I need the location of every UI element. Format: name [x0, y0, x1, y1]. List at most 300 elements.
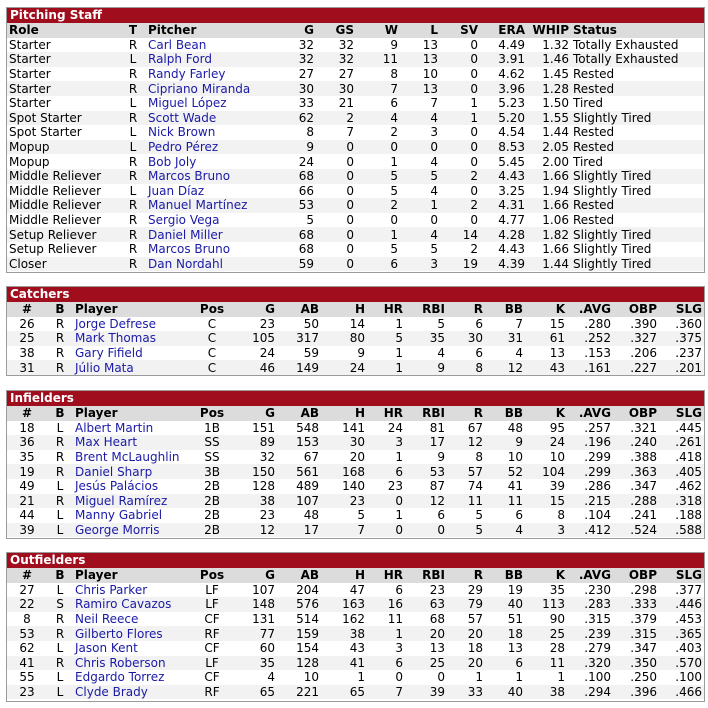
pitching-cell-gs: 32 — [316, 38, 356, 53]
infielders-col-avg[interactable]: .AVG — [567, 406, 613, 421]
pitching-col-sv[interactable]: SV — [440, 23, 480, 38]
outfielders-cell-g: 60 — [235, 641, 277, 656]
pitching-cell-status: Slightly Tired — [571, 169, 704, 184]
catchers-cell-r: 30 — [447, 331, 485, 346]
player-link[interactable]: Cipriano Miranda — [148, 81, 251, 96]
outfielders-cell-h: 38 — [321, 626, 367, 641]
pitching-cell-w: 8 — [356, 67, 400, 82]
outfielders-col-slg[interactable]: SLG — [659, 568, 704, 583]
outfielders-cell-obp: .350 — [613, 656, 659, 671]
catchers-cell-g: 46 — [235, 360, 277, 375]
catchers-col-r[interactable]: R — [447, 302, 485, 317]
infielders-col-rbi[interactable]: RBI — [405, 406, 447, 421]
pitching-cell-gs: 27 — [316, 67, 356, 82]
pitching-cell-role: Starter — [7, 67, 120, 82]
pitching-cell-l: 13 — [400, 81, 440, 96]
infielders-cell-slg: .418 — [659, 450, 704, 465]
pitching-cell-sv: 2 — [440, 242, 480, 257]
pitching-cell-t: L — [120, 96, 146, 111]
catchers-cell-slg: .237 — [659, 346, 704, 361]
infielders-col-r[interactable]: R — [447, 406, 485, 421]
pitching-cell-whip: 2.00 — [527, 154, 571, 169]
pitching-cell-w: 1 — [356, 154, 400, 169]
pitching-cell-pitcher — [146, 154, 266, 169]
infielders-col-g[interactable]: G — [235, 406, 277, 421]
player-link[interactable]: Marcos Bruno — [148, 242, 231, 257]
catchers-col-b[interactable]: B — [47, 302, 73, 317]
outfielders-col-g[interactable]: G — [235, 568, 277, 583]
pitching-cell-l: 10 — [400, 67, 440, 82]
player-link[interactable]: Ramiro Cavazos — [75, 597, 172, 612]
player-link[interactable]: Nick Brown — [148, 125, 216, 140]
player-link[interactable]: Mark Thomas — [75, 331, 156, 346]
pitching-cell-w: 0 — [356, 140, 400, 155]
player-link[interactable]: Pedro Pérez — [148, 140, 219, 155]
outfielders-cell-bb: 40 — [485, 597, 525, 612]
pitching-cell-gs: 30 — [316, 81, 356, 96]
player-link[interactable]: Clyde Brady — [75, 685, 148, 700]
pitching-cell-status: Slightly Tired — [571, 111, 704, 126]
outfielders-col-h[interactable]: H — [321, 568, 367, 583]
infielders-cell-g: 89 — [235, 435, 277, 450]
pitching-cell-whip: 1.66 — [527, 242, 571, 257]
catchers-cell-b: R — [47, 360, 73, 375]
catchers-cell-hr: 1 — [367, 317, 405, 332]
infielders-cell-player — [73, 494, 189, 509]
outfielders-cell-player — [73, 612, 189, 627]
pitching-col-w[interactable]: W — [356, 23, 400, 38]
outfielders-cell-h: 47 — [321, 583, 367, 598]
outfielders-cell-avg: .294 — [567, 685, 613, 700]
catchers-cell-h: 80 — [321, 331, 367, 346]
outfielders-cell-r: 18 — [447, 641, 485, 656]
catchers-col-pos[interactable]: Pos — [189, 302, 235, 317]
pitching-cell-g: 59 — [266, 257, 316, 272]
infielders-row — [7, 479, 704, 494]
player-link[interactable]: Júlio Mata — [75, 360, 134, 375]
pitching-cell-pitcher — [146, 111, 266, 126]
pitching-cell-pitcher — [146, 125, 266, 140]
player-link[interactable]: Albert Martin — [75, 420, 154, 435]
pitching-cell-l: 13 — [400, 52, 440, 67]
outfielders-cell-avg: .239 — [567, 626, 613, 641]
outfielders-cell-obp: .298 — [613, 583, 659, 598]
catchers-cell-k: 61 — [525, 331, 567, 346]
outfielders-col-r[interactable]: R — [447, 568, 485, 583]
pitching-cell-status: Totally Exhausted — [571, 38, 704, 53]
outfielders-cell-k: 25 — [525, 626, 567, 641]
infielders-cell-bb: 4 — [485, 523, 525, 538]
pitching-row — [7, 67, 704, 82]
infielders-cell-obp: .363 — [613, 464, 659, 479]
pitching-cell-role: Middle Reliever — [7, 169, 120, 184]
pitching-col-era[interactable]: ERA — [480, 23, 527, 38]
pitching-cell-w: 1 — [356, 227, 400, 242]
pitching-cell-era: 4.54 — [480, 125, 527, 140]
outfielders-cell-ab: 514 — [277, 612, 321, 627]
infielders-cell-slg: .318 — [659, 494, 704, 509]
pitching-cell-g: 32 — [266, 38, 316, 53]
infielders-table — [7, 406, 704, 537]
pitching-cell-era: 4.62 — [480, 67, 527, 82]
catchers-cell-b: R — [47, 331, 73, 346]
outfielders-col-rbi[interactable]: RBI — [405, 568, 447, 583]
outfielders-panel — [6, 552, 705, 702]
player-link[interactable]: Gary Fifield — [75, 346, 143, 361]
catchers-cell-bb: 4 — [485, 346, 525, 361]
outfielders-cell-ab: 128 — [277, 656, 321, 671]
infielders-cell-b: R — [47, 464, 73, 479]
outfielders-cell-pos: CF — [189, 612, 235, 627]
pitching-cell-role: Middle Reliever — [7, 198, 120, 213]
catchers-cell-obp: .390 — [613, 317, 659, 332]
catchers-cell-num: 31 — [7, 360, 47, 375]
pitching-cell-role: Mopup — [7, 154, 120, 169]
outfielders-cell-player — [73, 597, 189, 612]
pitching-cell-w: 6 — [356, 257, 400, 272]
outfielders-col-avg[interactable]: .AVG — [567, 568, 613, 583]
pitching-cell-whip: 1.50 — [527, 96, 571, 111]
pitching-cell-sv: 2 — [440, 198, 480, 213]
pitching-cell-g: 68 — [266, 242, 316, 257]
infielders-cell-obp: .288 — [613, 494, 659, 509]
catchers-cell-avg: .280 — [567, 317, 613, 332]
outfielders-cell-avg: .320 — [567, 656, 613, 671]
outfielders-cell-player — [73, 685, 189, 700]
catchers-cell-avg: .153 — [567, 346, 613, 361]
outfielders-cell-avg: .100 — [567, 670, 613, 685]
infielders-cell-r: 8 — [447, 450, 485, 465]
infielders-cell-pos: 2B — [189, 523, 235, 538]
infielders-cell-b: R — [47, 435, 73, 450]
pitching-col-gs[interactable]: GS — [316, 23, 356, 38]
outfielders-cell-slg: .377 — [659, 583, 704, 598]
pitching-col-status[interactable]: Status — [571, 23, 704, 38]
pitching-cell-sv: 19 — [440, 257, 480, 272]
outfielders-col-bb[interactable]: BB — [485, 568, 525, 583]
catchers-col-h[interactable]: H — [321, 302, 367, 317]
outfielders-col-b[interactable]: B — [47, 568, 73, 583]
infielders-row — [7, 435, 704, 450]
infielders-col-h[interactable]: H — [321, 406, 367, 421]
outfielders-cell-h: 163 — [321, 597, 367, 612]
outfielders-col-num[interactable]: # — [7, 568, 47, 583]
pitching-col-t[interactable]: T — [120, 23, 146, 38]
pitching-cell-pitcher — [146, 81, 266, 96]
catchers-col-avg[interactable]: .AVG — [567, 302, 613, 317]
pitching-cell-status: Slightly Tired — [571, 184, 704, 199]
catchers-cell-rbi: 9 — [405, 360, 447, 375]
pitching-cell-g: 68 — [266, 227, 316, 242]
outfielders-cell-g: 131 — [235, 612, 277, 627]
player-link[interactable]: Miguel López — [148, 96, 227, 111]
pitching-cell-sv: 2 — [440, 169, 480, 184]
outfielders-cell-b: R — [47, 626, 73, 641]
infielders-row — [7, 450, 704, 465]
infielders-cell-ab: 489 — [277, 479, 321, 494]
infielders-row — [7, 494, 704, 509]
outfielders-cell-h: 43 — [321, 641, 367, 656]
infielders-col-bb[interactable]: BB — [485, 406, 525, 421]
outfielders-cell-rbi: 0 — [405, 670, 447, 685]
infielders-cell-rbi: 12 — [405, 494, 447, 509]
infielders-cell-avg: .286 — [567, 479, 613, 494]
pitching-cell-g: 32 — [266, 52, 316, 67]
pitching-col-l[interactable]: L — [400, 23, 440, 38]
pitching-cell-gs: 0 — [316, 227, 356, 242]
player-link[interactable]: Carl Bean — [148, 37, 207, 52]
infielders-cell-r: 12 — [447, 435, 485, 450]
outfielders-cell-h: 41 — [321, 656, 367, 671]
infielders-cell-obp: .241 — [613, 508, 659, 523]
outfielders-col-player[interactable]: Player — [73, 568, 189, 583]
player-link[interactable]: Daniel Miller — [148, 227, 223, 242]
pitching-cell-t: R — [120, 213, 146, 228]
outfielders-cell-hr: 6 — [367, 583, 405, 598]
infielders-cell-ab: 48 — [277, 508, 321, 523]
catchers-col-player[interactable]: Player — [73, 302, 189, 317]
player-link[interactable]: Ralph Ford — [148, 52, 212, 67]
pitching-cell-l: 4 — [400, 154, 440, 169]
infielders-row — [7, 523, 704, 538]
outfielders-col-hr[interactable]: HR — [367, 568, 405, 583]
pitching-cell-w: 6 — [356, 96, 400, 111]
infielders-cell-ab: 107 — [277, 494, 321, 509]
catchers-cell-ab: 317 — [277, 331, 321, 346]
infielders-cell-num: 35 — [7, 450, 47, 465]
outfielders-cell-pos: LF — [189, 656, 235, 671]
catchers-col-num[interactable]: # — [7, 302, 47, 317]
catchers-cell-obp: .206 — [613, 346, 659, 361]
infielders-col-b[interactable]: B — [47, 406, 73, 421]
infielders-col-pos[interactable]: Pos — [189, 406, 235, 421]
player-link[interactable]: Max Heart — [75, 435, 138, 450]
infielders-cell-player — [73, 508, 189, 523]
pitching-cell-t: L — [120, 52, 146, 67]
catchers-col-rbi[interactable]: RBI — [405, 302, 447, 317]
pitching-cell-sv: 1 — [440, 111, 480, 126]
outfielders-cell-hr: 6 — [367, 656, 405, 671]
outfielders-cell-slg: .453 — [659, 612, 704, 627]
infielders-cell-slg: .588 — [659, 523, 704, 538]
infielders-cell-bb: 9 — [485, 435, 525, 450]
infielders-col-k[interactable]: K — [525, 406, 567, 421]
pitching-cell-sv: 14 — [440, 227, 480, 242]
catchers-col-bb[interactable]: BB — [485, 302, 525, 317]
outfielders-cell-rbi: 39 — [405, 685, 447, 700]
player-link[interactable]: Randy Farley — [148, 67, 226, 82]
outfielders-cell-pos: LF — [189, 583, 235, 598]
pitching-cell-w: 0 — [356, 213, 400, 228]
player-link[interactable]: Manuel Martínez — [148, 198, 248, 213]
infielders-cell-h: 7 — [321, 523, 367, 538]
pitching-cell-w: 5 — [356, 169, 400, 184]
infielders-cell-h: 141 — [321, 421, 367, 436]
infielders-cell-r: 11 — [447, 494, 485, 509]
player-link[interactable]: Sergio Vega — [148, 213, 220, 228]
player-link[interactable]: Manny Gabriel — [75, 508, 163, 523]
infielders-cell-r: 67 — [447, 421, 485, 436]
pitching-col-whip[interactable]: WHIP — [527, 23, 571, 38]
catchers-row — [7, 360, 704, 375]
infielders-cell-g: 151 — [235, 421, 277, 436]
pitching-cell-gs: 0 — [316, 184, 356, 199]
player-link[interactable]: Gilberto Flores — [75, 626, 163, 641]
pitching-cell-l: 0 — [400, 140, 440, 155]
player-link[interactable]: Edgardo Torrez — [75, 670, 165, 685]
player-link[interactable]: George Morris — [75, 523, 160, 538]
pitching-cell-era: 4.39 — [480, 257, 527, 272]
infielders-cell-rbi: 0 — [405, 523, 447, 538]
outfielders-cell-ab: 154 — [277, 641, 321, 656]
catchers-cell-bb: 12 — [485, 360, 525, 375]
catchers-cell-player — [73, 360, 189, 375]
pitching-cell-status: Slightly Tired — [571, 227, 704, 242]
catchers-title: Catchers — [7, 287, 704, 302]
infielders-cell-num: 49 — [7, 479, 47, 494]
outfielders-row — [7, 656, 704, 671]
pitching-cell-l: 4 — [400, 227, 440, 242]
infielders-col-ab[interactable]: AB — [277, 406, 321, 421]
pitching-cell-g: 62 — [266, 111, 316, 126]
player-link[interactable]: Bob Joly — [148, 154, 197, 169]
infielders-cell-player — [73, 479, 189, 494]
infielders-col-player[interactable]: Player — [73, 406, 189, 421]
infielders-col-slg[interactable]: SLG — [659, 406, 704, 421]
catchers-cell-player — [73, 317, 189, 332]
player-link[interactable]: Jorge Defrese — [75, 316, 156, 331]
outfielders-col-ab[interactable]: AB — [277, 568, 321, 583]
infielders-cell-num: 44 — [7, 508, 47, 523]
pitching-cell-t: R — [120, 67, 146, 82]
pitching-cell-pitcher — [146, 96, 266, 111]
pitching-cell-g: 30 — [266, 81, 316, 96]
pitching-cell-pitcher — [146, 257, 266, 272]
infielders-cell-obp: .347 — [613, 479, 659, 494]
outfielders-cell-hr: 3 — [367, 641, 405, 656]
infielders-cell-slg: .188 — [659, 508, 704, 523]
player-link[interactable]: Marcos Bruno — [148, 169, 231, 184]
pitching-cell-era: 4.28 — [480, 227, 527, 242]
outfielders-cell-h: 65 — [321, 685, 367, 700]
infielders-cell-hr: 1 — [367, 450, 405, 465]
catchers-table — [7, 302, 704, 375]
pitching-row — [7, 242, 704, 257]
infielders-cell-pos: 3B — [189, 464, 235, 479]
infielders-cell-bb: 11 — [485, 494, 525, 509]
infielders-col-obp[interactable]: OBP — [613, 406, 659, 421]
pitching-cell-pitcher — [146, 38, 266, 53]
pitching-cell-l: 5 — [400, 242, 440, 257]
infielders-cell-h: 168 — [321, 464, 367, 479]
pitching-cell-t: R — [120, 81, 146, 96]
pitching-row — [7, 81, 704, 96]
outfielders-cell-hr: 7 — [367, 685, 405, 700]
outfielders-row — [7, 685, 704, 700]
pitching-cell-g: 33 — [266, 96, 316, 111]
player-link[interactable]: Juan Díaz — [148, 183, 205, 198]
catchers-col-g[interactable]: G — [235, 302, 277, 317]
infielders-cell-r: 5 — [447, 508, 485, 523]
player-link[interactable]: Jason Kent — [75, 641, 138, 656]
catchers-col-ab[interactable]: AB — [277, 302, 321, 317]
catchers-cell-rbi: 4 — [405, 346, 447, 361]
outfielders-cell-obp: .333 — [613, 597, 659, 612]
infielders-cell-rbi: 6 — [405, 508, 447, 523]
player-link[interactable]: Neil Reece — [75, 612, 139, 627]
catchers-col-obp[interactable]: OBP — [613, 302, 659, 317]
infielders-cell-bb: 52 — [485, 464, 525, 479]
pitching-cell-pitcher — [146, 52, 266, 67]
pitching-row — [7, 140, 704, 155]
outfielders-cell-ab: 159 — [277, 626, 321, 641]
infielders-cell-player — [73, 450, 189, 465]
outfielders-row — [7, 670, 704, 685]
infielders-cell-k: 24 — [525, 435, 567, 450]
pitching-col-g[interactable]: G — [266, 23, 316, 38]
pitching-cell-status: Rested — [571, 213, 704, 228]
pitching-cell-status: Totally Exhausted — [571, 52, 704, 67]
infielders-cell-rbi: 81 — [405, 421, 447, 436]
outfielders-col-pos[interactable]: Pos — [189, 568, 235, 583]
catchers-col-hr[interactable]: HR — [367, 302, 405, 317]
pitching-col-pitcher[interactable]: Pitcher — [146, 23, 266, 38]
outfielders-cell-num: 22 — [7, 597, 47, 612]
infielders-cell-ab: 153 — [277, 435, 321, 450]
player-link[interactable]: Scott Wade — [148, 110, 217, 125]
outfielders-cell-obp: .250 — [613, 670, 659, 685]
player-link[interactable]: Miguel Ramírez — [75, 493, 168, 508]
player-link[interactable]: Jesús Palácios — [75, 479, 159, 494]
outfielders-col-obp[interactable]: OBP — [613, 568, 659, 583]
infielders-cell-bb: 6 — [485, 508, 525, 523]
catchers-col-k[interactable]: K — [525, 302, 567, 317]
pitching-col-role[interactable]: Role — [7, 23, 120, 38]
outfielders-col-k[interactable]: K — [525, 568, 567, 583]
outfielders-cell-k: 113 — [525, 597, 567, 612]
infielders-cell-ab: 561 — [277, 464, 321, 479]
infielders-col-num[interactable]: # — [7, 406, 47, 421]
infielders-cell-rbi: 53 — [405, 464, 447, 479]
pitching-cell-w: 11 — [356, 52, 400, 67]
player-link[interactable]: Chris Parker — [75, 582, 148, 597]
infielders-cell-avg: .299 — [567, 464, 613, 479]
pitching-cell-l: 0 — [400, 213, 440, 228]
infielders-cell-b: R — [47, 494, 73, 509]
player-link[interactable]: Brent McLaughlin — [75, 450, 180, 465]
infielders-cell-hr: 23 — [367, 479, 405, 494]
infielders-cell-b: L — [47, 523, 73, 538]
pitching-cell-era: 4.77 — [480, 213, 527, 228]
pitching-cell-era: 4.31 — [480, 198, 527, 213]
infielders-cell-num: 19 — [7, 464, 47, 479]
infielders-cell-k: 95 — [525, 421, 567, 436]
pitching-cell-era: 4.49 — [480, 38, 527, 53]
infielders-cell-ab: 67 — [277, 450, 321, 465]
outfielders-cell-b: S — [47, 597, 73, 612]
outfielders-cell-pos: LF — [189, 597, 235, 612]
pitching-cell-g: 66 — [266, 184, 316, 199]
player-link[interactable]: Daniel Sharp — [75, 464, 153, 479]
player-link[interactable]: Chris Roberson — [75, 655, 166, 670]
pitching-cell-l: 4 — [400, 184, 440, 199]
catchers-cell-hr: 1 — [367, 346, 405, 361]
infielders-col-hr[interactable]: HR — [367, 406, 405, 421]
player-link[interactable]: Dan Nordahl — [148, 256, 223, 271]
catchers-col-slg[interactable]: SLG — [659, 302, 704, 317]
pitching-cell-role: Setup Reliever — [7, 242, 120, 257]
pitching-row — [7, 125, 704, 140]
